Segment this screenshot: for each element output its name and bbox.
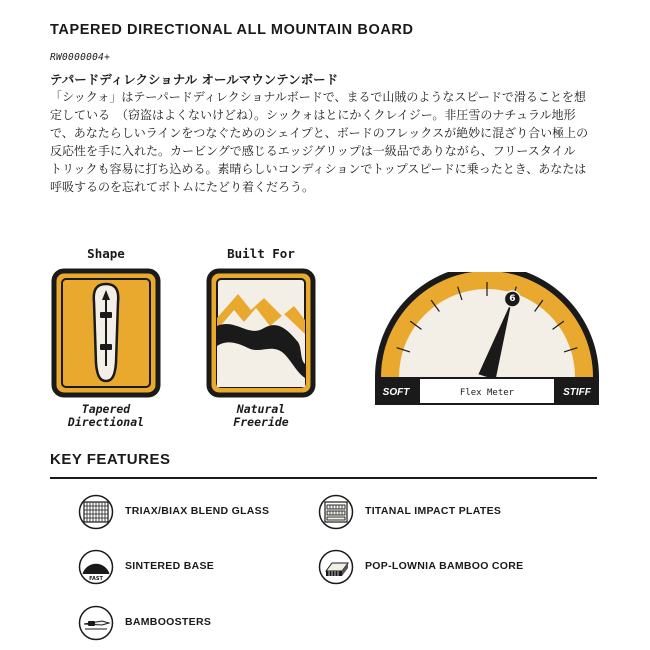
feature-label: TRIAX/BIAX BLEND GLASS [125, 505, 270, 517]
shape-caption-line2: Directional [67, 415, 145, 429]
sintered-base-icon [78, 549, 114, 585]
shape-caption [46, 403, 166, 429]
flex-meter [372, 272, 602, 407]
product-sku: RW0000004+ [50, 52, 111, 63]
description-line: 「シックォ」はテーパードディレクショナルボードで、まるで山賊のようなスピードで滑ることを想 [50, 90, 586, 104]
feature-label: POP-LOWNIA BAMBOO CORE [365, 560, 524, 572]
description-title: テパードディレクショナル オールマウンテンボード [50, 72, 339, 87]
feature-label: BAMBOOSTERS [125, 616, 212, 628]
bamboosters-icon [78, 605, 114, 641]
built-for-caption-line2: Freeride [233, 415, 289, 429]
flex-meter-value: 6 [509, 294, 516, 305]
flex-meter-stiff-label: STIFF [563, 387, 591, 398]
flex-meter-label: Flex Meter [459, 388, 515, 398]
sintered-base-icon-text: FAST [89, 576, 103, 582]
description-line: 呼吸するのを忘れてボトムにたどり着くだろう。 [50, 180, 315, 194]
shape-heading: Shape [87, 246, 125, 261]
key-features-divider [50, 477, 597, 479]
description-body [50, 88, 615, 196]
shape-caption-line1: Tapered [81, 402, 131, 416]
mountain-terrain-icon [206, 268, 316, 398]
snowboard-icon [51, 268, 161, 398]
built-for-caption [201, 403, 321, 429]
impact-plates-icon [318, 494, 354, 530]
description-line: 定している （窃盗はよくないけどね）。シックォはとにかくクレイジー。非圧雪のナチュラル地形 [50, 108, 576, 122]
built-for-heading: Built For [227, 246, 295, 261]
description-line: 反応性を手に入れた。カービングで感じるエッジグリップは一級品でありながら、フリースタイル [50, 144, 576, 158]
bamboo-core-icon [318, 549, 354, 585]
feature-label: SINTERED BASE [125, 560, 215, 572]
description-line: で、あなたらしいラインをつなぐためのシェイプと、ボードのフレックスが絶妙に混ざり合い極上の [50, 126, 589, 140]
feature-label: TITANAL IMPACT PLATES [365, 505, 502, 517]
description-line: トリックも容易に打ち込める。素晴らしいコンディションでトップスピードに乗ったとき、あなたは [50, 162, 587, 176]
key-features-title: KEY FEATURES [50, 451, 171, 468]
product-title: TAPERED DIRECTIONAL ALL MOUNTAIN BOARD [50, 22, 414, 38]
built-for-caption-line1: Natural [236, 402, 286, 416]
flex-meter-soft-label: SOFT [382, 387, 410, 398]
fiberglass-weave-icon [78, 494, 114, 530]
